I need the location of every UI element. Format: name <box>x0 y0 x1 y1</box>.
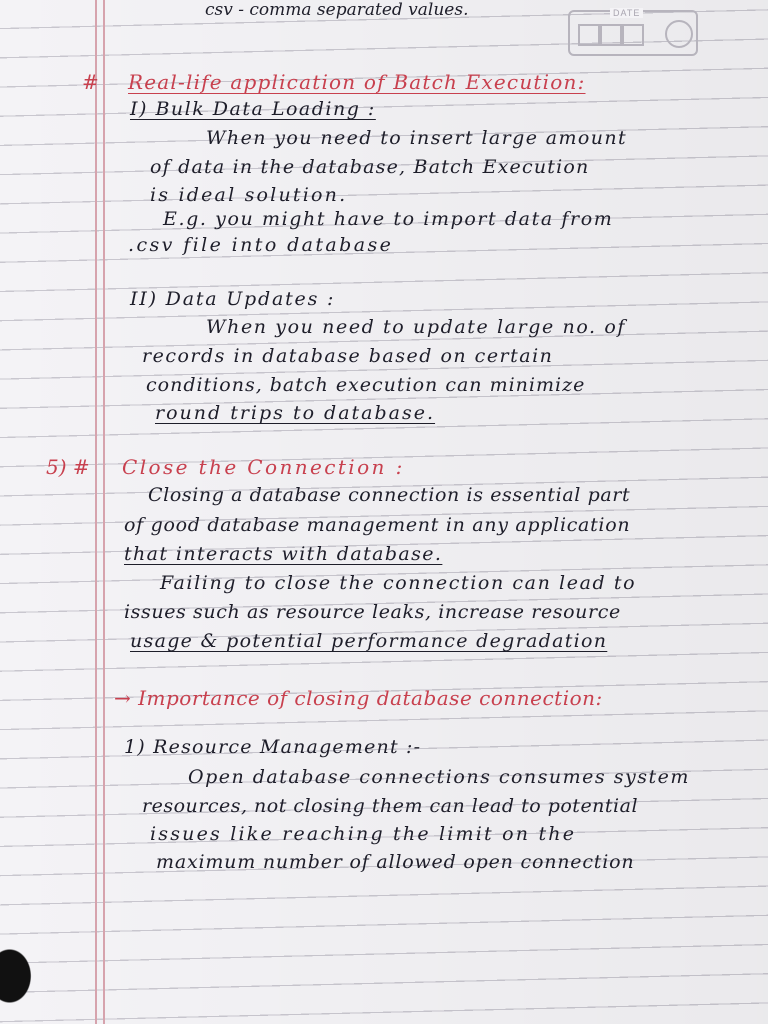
close-line-1: Closing a database connection is essential part <box>148 484 631 506</box>
updates-line-2: records in database based on certain <box>142 345 554 367</box>
resource-line-4: maximum number of allowed open connection <box>156 851 635 873</box>
bulk-line-2: of data in the database, Batch Execution <box>150 156 590 178</box>
date-cell <box>600 24 622 46</box>
close-line-4: Failing to close the connection can lead to <box>160 572 637 594</box>
resource-line-3: issues like reaching the limit on the <box>150 823 577 845</box>
close-line-3: that interacts with database. <box>124 543 443 565</box>
bulk-line-1: When you need to insert large amount <box>206 127 628 149</box>
date-circle <box>665 20 693 48</box>
margin-line <box>95 0 97 1024</box>
updates-line-4: round trips to database. <box>155 402 436 424</box>
date-cell <box>622 24 644 46</box>
section-marker: # <box>82 70 99 94</box>
bulk-line-4: E.g. you might have to import data from <box>163 208 614 230</box>
subheading-bulk-data-loading: I) Bulk Data Loading : <box>130 98 376 120</box>
date-cell <box>578 24 600 46</box>
subheading-resource-management: 1) Resource Management :- <box>124 736 422 758</box>
page-corner-shadow <box>0 944 48 1024</box>
close-line-2: of good database management in any application <box>124 514 631 536</box>
close-line-5: issues such as resource leaks, increase resource <box>124 601 621 623</box>
section-heading-importance: → Importance of closing database connection: <box>114 686 603 710</box>
section-marker: 5) # <box>46 455 90 479</box>
margin-line <box>103 0 105 1024</box>
bulk-line-5: .csv file into database <box>128 234 394 256</box>
updates-line-1: When you need to update large no. of <box>206 316 627 338</box>
close-line-6: usage & potential performance degradation <box>130 630 608 652</box>
resource-line-1: Open database connections consumes system <box>188 766 690 788</box>
subheading-data-updates: II) Data Updates : <box>130 288 336 310</box>
date-label: DATE <box>610 8 643 18</box>
top-note: csv - comma separated values. <box>205 0 469 20</box>
date-box <box>568 10 698 56</box>
section-heading-real-life: Real-life application of Batch Execution: <box>128 70 586 94</box>
updates-line-3: conditions, batch execution can minimize <box>146 374 586 396</box>
bulk-line-3: is ideal solution. <box>150 184 348 206</box>
resource-line-2: resources, not closing them can lead to potential <box>142 795 639 817</box>
section-heading-close-connection: Close the Connection : <box>122 455 405 479</box>
